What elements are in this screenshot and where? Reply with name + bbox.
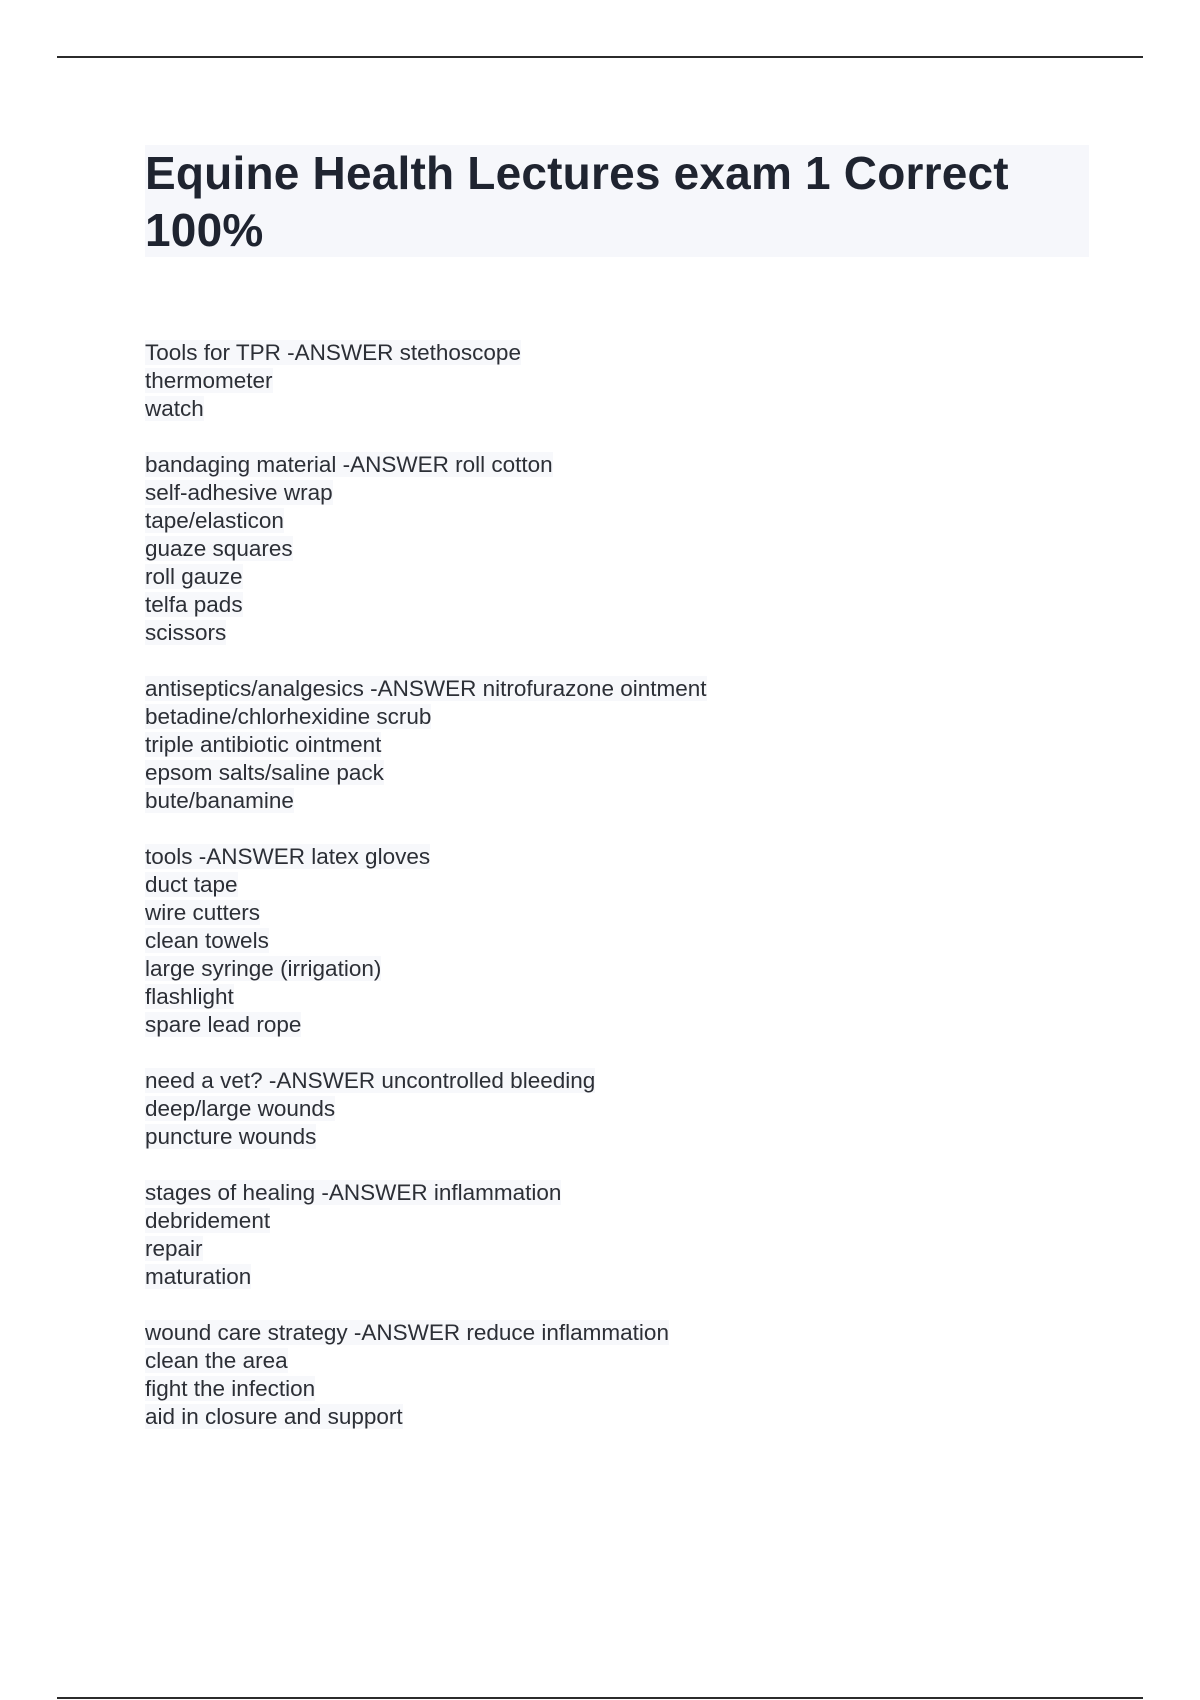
qa-answer-line [145, 871, 1089, 899]
qa-answer-line [145, 619, 1089, 647]
qa-question-text: stages of healing -ANSWER inflammation [145, 1180, 562, 1205]
qa-answer-line [145, 899, 1089, 927]
qa-answer-line [145, 563, 1089, 591]
qa-answer-text: large syringe (irrigation) [145, 956, 382, 981]
document-title: Equine Health Lectures exam 1 Correct 100% [145, 147, 1009, 256]
qa-question [145, 843, 1089, 871]
qa-answer-text: betadine/chlorhexidine scrub [145, 704, 432, 729]
qa-answer-line [145, 759, 1089, 787]
qa-answer-line [145, 591, 1089, 619]
qa-item [145, 1179, 1089, 1291]
qa-answer-line [145, 1011, 1089, 1039]
qa-question-text: antiseptics/analgesics -ANSWER nitrofurazone ointment [145, 676, 707, 701]
qa-answer-line [145, 1375, 1089, 1403]
bottom-rule [57, 1697, 1143, 1699]
qa-answer-line [145, 1235, 1089, 1263]
qa-answer-text: puncture wounds [145, 1124, 317, 1149]
qa-answer-text: tape/elasticon [145, 508, 284, 533]
qa-answer-text: flashlight [145, 984, 234, 1009]
qa-answer-line [145, 479, 1089, 507]
qa-answer-text: roll gauze [145, 564, 243, 589]
qa-answer-line [145, 1347, 1089, 1375]
qa-answer-line [145, 703, 1089, 731]
qa-item [145, 675, 1089, 815]
qa-answer-text: clean the area [145, 1348, 288, 1373]
qa-question [145, 1067, 1089, 1095]
qa-question [145, 451, 1089, 479]
qa-answer-text: aid in closure and support [145, 1404, 403, 1429]
title-block [145, 145, 1089, 257]
qa-answer-line [145, 927, 1089, 955]
qa-question-text: bandaging material -ANSWER roll cotton [145, 452, 553, 477]
qa-item [145, 1067, 1089, 1151]
qa-answer-line [145, 535, 1089, 563]
qa-question [145, 675, 1089, 703]
qa-answer-line [145, 1263, 1089, 1291]
qa-answer-text: wire cutters [145, 900, 261, 925]
qa-answer-line [145, 955, 1089, 983]
qa-answer-text: epsom salts/saline pack [145, 760, 384, 785]
qa-answer-text: repair [145, 1236, 203, 1261]
qa-answer-line [145, 787, 1089, 815]
qa-item [145, 1319, 1089, 1431]
qa-answer-text: telfa pads [145, 592, 243, 617]
top-rule [57, 56, 1143, 58]
qa-answer-line [145, 1095, 1089, 1123]
qa-question-text: need a vet? -ANSWER uncontrolled bleeding [145, 1068, 596, 1093]
qa-answer-text: deep/large wounds [145, 1096, 336, 1121]
qa-question-text: wound care strategy -ANSWER reduce inflammation [145, 1320, 669, 1345]
qa-question-text: Tools for TPR -ANSWER stethoscope [145, 340, 521, 365]
qa-answer-text: watch [145, 396, 204, 421]
qa-answer-text: guaze squares [145, 536, 293, 561]
qa-answer-text: fight the infection [145, 1376, 316, 1401]
qa-question [145, 1319, 1089, 1347]
qa-item [145, 451, 1089, 647]
qa-answer-text: spare lead rope [145, 1012, 302, 1037]
qa-answer-line [145, 1207, 1089, 1235]
qa-question [145, 1179, 1089, 1207]
qa-answer-text: debridement [145, 1208, 271, 1233]
qa-answer-text: self-adhesive wrap [145, 480, 333, 505]
qa-answer-text: bute/banamine [145, 788, 294, 813]
qa-answer-line [145, 731, 1089, 759]
qa-answer-text: triple antibiotic ointment [145, 732, 382, 757]
qa-answer-line [145, 983, 1089, 1011]
qa-answer-text: scissors [145, 620, 227, 645]
qa-question-text: tools -ANSWER latex gloves [145, 844, 431, 869]
qa-answer-line [145, 507, 1089, 535]
qa-item [145, 843, 1089, 1039]
qa-item [145, 339, 1089, 423]
qa-answer-text: duct tape [145, 872, 238, 897]
qa-question [145, 339, 1089, 367]
qa-list [145, 339, 1089, 1459]
qa-answer-text: maturation [145, 1264, 252, 1289]
qa-answer-text: thermometer [145, 368, 273, 393]
qa-answer-text: clean towels [145, 928, 269, 953]
qa-answer-line [145, 367, 1089, 395]
qa-answer-line [145, 1123, 1089, 1151]
qa-answer-line [145, 395, 1089, 423]
qa-answer-line [145, 1403, 1089, 1431]
